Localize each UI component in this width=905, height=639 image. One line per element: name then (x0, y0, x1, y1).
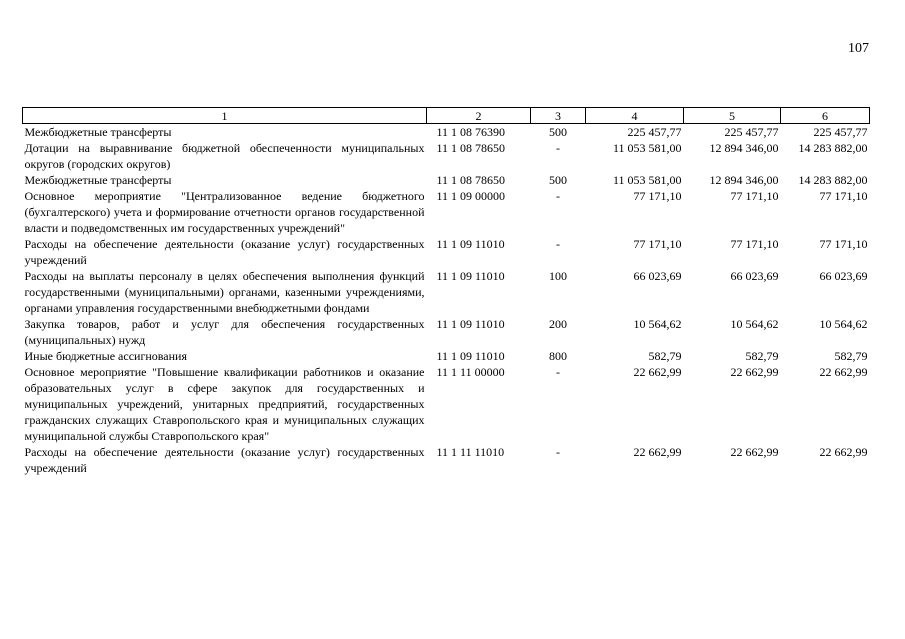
header-row (23, 108, 870, 124)
row-code: 11 1 08 78650 (436, 141, 506, 155)
row-value-col5: 22 662,99 (730, 445, 779, 459)
row-name: Межбюджетные трансферты (24, 173, 172, 187)
row-name: Иные бюджетные ассигнования (24, 349, 187, 363)
row-value-col6: 22 662,99 (819, 365, 868, 379)
row-value-col4: 225 457,77 (627, 125, 682, 139)
row-code: 11 1 11 11010 (436, 445, 505, 459)
row-value-col5: 12 894 346,00 (709, 141, 779, 155)
table-row (23, 140, 870, 172)
row-value-col5: 225 457,77 (724, 125, 779, 139)
table-row (23, 316, 870, 348)
row-code: 11 1 09 00000 (436, 189, 506, 203)
row-value-col5: 22 662,99 (730, 365, 779, 379)
row-value-col4: 11 053 581,00 (612, 173, 682, 187)
row-value-col4: 66 023,69 (633, 269, 682, 283)
row-code: 11 1 09 11010 (436, 317, 505, 331)
row-value-col4: 582,79 (648, 349, 682, 363)
row-code: 11 1 08 76390 (436, 125, 506, 139)
row-code: 11 1 11 00000 (436, 365, 505, 379)
header-col-1: 1 (23, 108, 427, 124)
row-value-col4: 10 564,62 (633, 317, 682, 331)
row-value-col6: 10 564,62 (819, 317, 868, 331)
row-value-col6: 14 283 882,00 (798, 141, 868, 155)
table-row (23, 348, 870, 364)
row-code: 11 1 09 11010 (436, 269, 505, 283)
row-value-col6: 77 171,10 (819, 237, 868, 251)
row-code: 11 1 09 11010 (436, 349, 505, 363)
table-row (23, 364, 870, 444)
row-value-col4: 77 171,10 (633, 189, 682, 203)
header-col-4: 4 (586, 108, 684, 124)
row-expense-type: 800 (549, 349, 567, 363)
row-expense-type: 200 (549, 317, 567, 331)
row-value-col6: 66 023,69 (819, 269, 868, 283)
table-body (23, 124, 870, 477)
table-row (23, 124, 870, 141)
row-value-col5: 77 171,10 (730, 237, 779, 251)
row-expense-type: - (556, 237, 560, 251)
row-value-col5: 10 564,62 (730, 317, 779, 331)
row-value-col4: 77 171,10 (633, 237, 682, 251)
row-value-col5: 582,79 (745, 349, 779, 363)
header-col-2: 2 (427, 108, 531, 124)
row-expense-type: - (556, 189, 560, 203)
header-col-5: 5 (684, 108, 781, 124)
row-name: Межбюджетные трансферты (24, 125, 172, 139)
budget-table (22, 107, 870, 476)
table-row (23, 172, 870, 188)
row-name: Основное мероприятие "Повышение квалификации работников и оказание образовательных услуг в сфере закупок для государственных и муниципальных учреждений, унитарных предприятий, государственных гражданских служащих Ставропольского края и муниципальных служащих муниципальной службы Ставропольского края" (24, 365, 425, 443)
table-row (23, 236, 870, 268)
row-expense-type: - (556, 141, 560, 155)
row-name: Закупка товаров, работ и услуг для обеспечения государственных (муниципальных) нужд (24, 317, 425, 347)
table-header (23, 108, 870, 124)
row-value-col5: 66 023,69 (730, 269, 779, 283)
row-value-col4: 11 053 581,00 (612, 141, 682, 155)
row-value-col6: 77 171,10 (819, 189, 868, 203)
row-value-col6: 582,79 (834, 349, 868, 363)
header-col-3: 3 (531, 108, 586, 124)
row-expense-type: - (556, 365, 560, 379)
row-value-col6: 22 662,99 (819, 445, 868, 459)
table-row (23, 268, 870, 316)
row-expense-type: 500 (549, 125, 567, 139)
row-code: 11 1 08 78650 (436, 173, 506, 187)
row-value-col5: 77 171,10 (730, 189, 779, 203)
row-name: Основное мероприятие "Централизованное ведение бюджетного (бухгалтерского) учета и формирование отчетности органов государственной власти и подведомственных им государственных учреждений" (24, 189, 425, 235)
row-value-col6: 225 457,77 (813, 125, 868, 139)
row-name: Расходы на обеспечение деятельности (оказание услуг) государственных учреждений (24, 237, 425, 267)
row-expense-type: - (556, 445, 560, 459)
row-name: Расходы на выплаты персоналу в целях обеспечения выполнения функций государственными (муниципальными) органами, казенными учреждениями, органами управления государственными внебюджетными фондами (24, 269, 425, 315)
header-col-6: 6 (781, 108, 870, 124)
row-name: Дотации на выравнивание бюджетной обеспеченности муниципальных округов (городских округов) (24, 141, 425, 171)
row-value-col4: 22 662,99 (633, 445, 682, 459)
row-expense-type: 500 (549, 173, 567, 187)
table-row (23, 444, 870, 476)
row-code: 11 1 09 11010 (436, 237, 505, 251)
row-value-col4: 22 662,99 (633, 365, 682, 379)
row-expense-type: 100 (549, 269, 567, 283)
row-value-col5: 12 894 346,00 (709, 173, 779, 187)
row-value-col6: 14 283 882,00 (798, 173, 868, 187)
page-number: 107 (848, 41, 869, 56)
table-row (23, 188, 870, 236)
row-name: Расходы на обеспечение деятельности (оказание услуг) государственных учреждений (24, 445, 425, 475)
